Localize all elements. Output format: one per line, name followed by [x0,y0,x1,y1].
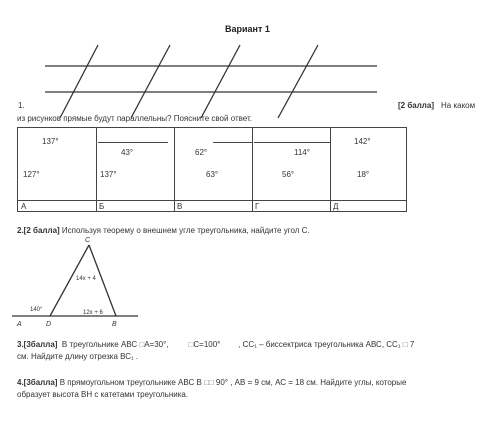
cell-v-letter: В [177,202,183,211]
cell-g-bottom-angle: 56° [282,170,295,179]
cell-a-bottom-angle: 127° [23,170,40,179]
cell-d-top-angle: 142° [354,137,371,146]
vertex-c-label: C [85,237,91,244]
exterior-angle-label: 140° [30,307,43,313]
task3-line1 [17,340,414,350]
task4-text-b: 90° , АВ = 9 см, АС = 18 см. Найдите углы, которые [213,378,407,387]
angle-symbol-icon: □ [188,340,194,349]
task1-text-right: На каком [441,101,476,110]
task3-points: [3балла] [23,340,58,349]
cell-v-bottom-angle: 63° [206,170,219,179]
task4-text-a: В прямоугольном треугольнике АВС В [59,378,205,387]
equals-symbol-icon: □ [402,340,408,349]
task2-points: [2 балла] [23,226,60,235]
angle-c-expression: 14x + 4 [76,276,96,282]
task3-number: 3. [17,340,24,349]
task3-text-d: , СС₁ – биссектриса треугольника АВС, СС₁ [238,340,403,349]
task4-number: 4. [17,378,24,387]
task1-points: [2 балла] [398,101,435,110]
vertex-a-label: A [17,321,22,328]
task3-text-e: 7 [409,340,415,349]
cell-g-top-angle: 114° [294,148,310,157]
cell-d-letter: Д [333,202,339,211]
task2-number: 2. [17,226,24,235]
task3-text-a: В треугольнике АВС [61,340,140,349]
cell-g-letter: Г [255,202,260,211]
task4-line2: образует высота ВН с катетами треугольника. [17,390,189,399]
task1-number: 1. [18,101,25,110]
task2-text: Используя теорему о внешнем угле треугольника, найдите угол С. [61,226,310,235]
cell-a-top-angle: 137° [42,137,59,146]
triangle-figure [10,232,150,332]
task3-text-b: А=30°, [144,340,169,349]
angle-symbol-icon: □ [139,340,145,349]
task4-line1 [17,378,406,388]
task3-line2: см. Найдите длину отрезка ВС₁ . [17,352,139,361]
vertex-d-label: D [46,321,52,328]
task1-question: из рисунков прямые будут параллельны? Поясните свой ответ. [17,114,252,123]
cell-d-bottom-angle: 18° [357,170,370,179]
angles-table [17,127,407,212]
angle-symbol-icon: □□ [204,378,214,387]
cell-a-letter: А [21,202,27,211]
vertex-b-label: B [112,321,117,328]
cell-b-bottom-angle: 137° [100,170,117,179]
cell-v-top-angle: 62° [195,148,208,157]
cell-b-top-angle: 43° [121,148,134,157]
page-title: Вариант 1 [225,24,270,34]
angle-b-expression: 12x + 6 [83,310,103,316]
task4-points: [3балла] [23,378,58,387]
task3-text-c: С=100° [193,340,221,349]
cell-b-letter: Б [99,202,105,211]
